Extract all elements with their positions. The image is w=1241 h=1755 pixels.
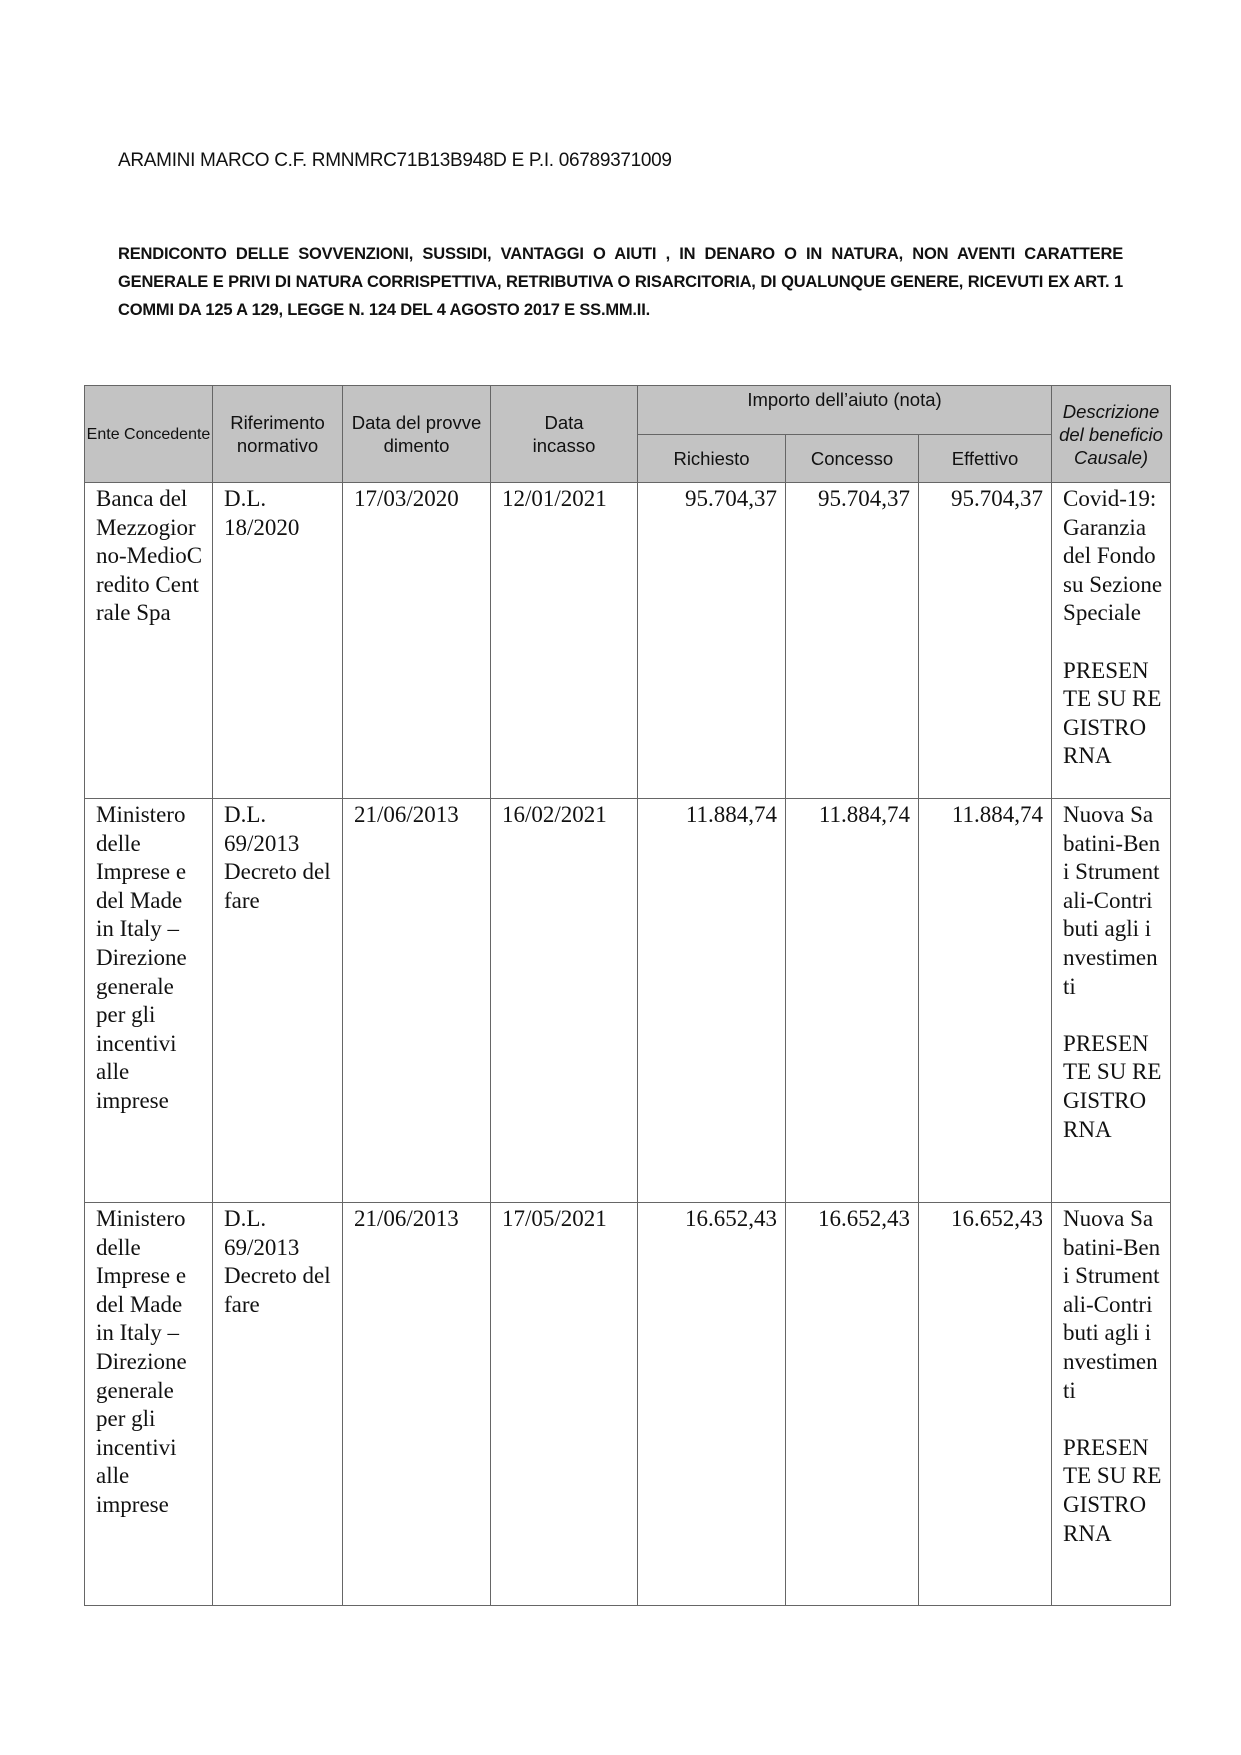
cell-descrizione: Nuova Sabatini-Beni Strumentali-Contributi agli investimenti PRESENTE SU REGISTRO RNA: [1052, 799, 1171, 1203]
cell-data-incasso: 12/01/2021: [491, 483, 638, 799]
cell-data-incasso: 16/02/2021: [491, 799, 638, 1203]
table-row: [85, 799, 1171, 1203]
header-richiesto: Richiesto: [638, 435, 786, 483]
header-importo: Importo dell’aiuto (nota): [638, 386, 1052, 435]
cell-ente: Ministero delle Imprese e del Made in Italy – Direzione generale per gli incentivi alle imprese: [85, 799, 213, 1203]
cell-data-provvedimento: 17/03/2020: [343, 483, 491, 799]
cell-richiesto: 11.884,74: [638, 799, 786, 1203]
cell-ente: Banca del Mezzogiorno-MedioCredito Centrale Spa: [85, 483, 213, 799]
cell-riferimento: D.L. 18/2020: [213, 483, 343, 799]
cell-data-provvedimento: 21/06/2013: [343, 799, 491, 1203]
header-descrizione: Descrizione del beneficio Causale): [1052, 386, 1171, 483]
cell-riferimento: D.L. 69/2013 Decreto del fare: [213, 799, 343, 1203]
header-riferimento: Riferimento normativo: [213, 386, 343, 483]
cell-effettivo: 95.704,37: [919, 483, 1052, 799]
document-title: RENDICONTO DELLE SOVVENZIONI, SUSSIDI, VANTAGGI O AIUTI , IN DENARO O IN NATURA, NON AVENTI CARATTERE GENERALE E PRIVI DI NATURA CORRISPETTIVA, RETRIBUTIVA O RISARCITORIA, DI QUALUNQUE GENERE, RICEVUTI EX ART. 1 COMMI DA 125 A 129, LEGGE N. 124 DEL 4 AGOSTO 2017 E SS.MM.II.: [118, 245, 1123, 319]
cell-data-provvedimento: 21/06/2013: [343, 1203, 491, 1606]
header-data-provvedimento: Data del provvedimento: [343, 386, 491, 483]
cell-richiesto: 95.704,37: [638, 483, 786, 799]
cell-concesso: 11.884,74: [786, 799, 919, 1203]
cell-effettivo: 11.884,74: [919, 799, 1052, 1203]
header-ente: Ente Concedente: [85, 386, 213, 483]
cell-ente: Ministero delle Imprese e del Made in Italy – Direzione generale per gli incentivi alle imprese: [85, 1203, 213, 1606]
cell-descrizione: Covid-19:Garanzia del Fondo su Sezione Speciale PRESENTE SU REGISTRO RNA: [1052, 483, 1171, 799]
owner-line: ARAMINI MARCO C.F. RMNMRC71B13B948D E P.I. 06789371009: [118, 150, 672, 171]
aid-table: [84, 385, 1171, 1606]
cell-descrizione: Nuova Sabatini-Beni Strumentali-Contributi agli investimenti PRESENTE SU REGISTRO RNA: [1052, 1203, 1171, 1606]
cell-data-incasso: 17/05/2021: [491, 1203, 638, 1606]
header-data-incasso: Data incasso: [491, 386, 638, 483]
table-row: [85, 1203, 1171, 1606]
cell-effettivo: 16.652,43: [919, 1203, 1052, 1606]
header-effettivo: Effettivo: [919, 435, 1052, 483]
header-concesso: Concesso: [786, 435, 919, 483]
cell-richiesto: 16.652,43: [638, 1203, 786, 1606]
cell-riferimento: D.L. 69/2013 Decreto del fare: [213, 1203, 343, 1606]
cell-concesso: 16.652,43: [786, 1203, 919, 1606]
table-row: [85, 483, 1171, 799]
cell-concesso: 95.704,37: [786, 483, 919, 799]
